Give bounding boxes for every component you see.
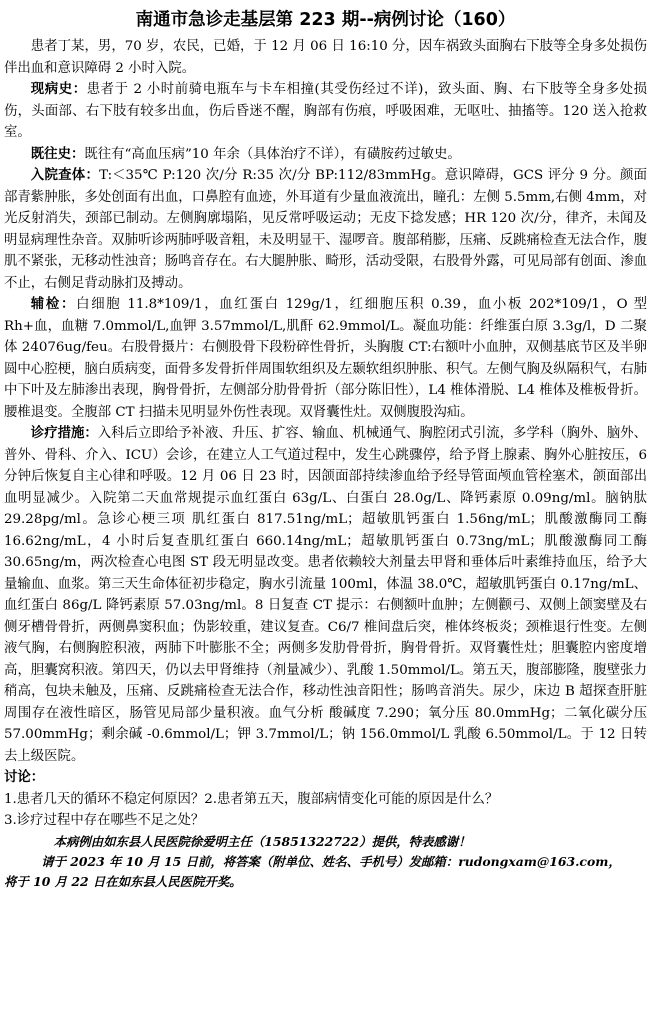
discussion-question-1-2: 1.患者几天的循环不稳定何原因？2.患者第五天，腹部病情变化可能的原因是什么？	[4, 791, 499, 807]
discussion-heading: 讨论：	[4, 770, 45, 785]
exam-section	[4, 165, 647, 294]
exam-label: 入院查体：	[30, 168, 100, 183]
footer-deadline: 请于 2023 年 10 月 15 日前，将答案（附单位、姓名、手机号）发邮箱：rudongxam@163.com，	[41, 853, 621, 869]
case-intro: 患者丁某，男，70 岁，农民，已婚，于 12 月 06 日 16:10 分，因车祸致头面胸右下肢等全身多处损伤伴出血和意识障碍 2 小时入院。	[4, 39, 647, 76]
footer-credit: 本病例由如东县人民医院徐爱明主任（15851322722）提供，特表感谢！	[53, 833, 471, 849]
aux-exam-section	[4, 294, 647, 423]
history-text: 患者于 2 小时前骑电瓶车与卡车相撞(其受伤经过不详)，致头面、胸、右下肢等全身多处损伤，头面部、右下肢有较多出血，伤后昏迷不醒，胸部有伤痕，呼吸困难，无呕吐、抽搐等。120 送入抢救室。	[4, 82, 647, 140]
aux-exam-label: 辅检：	[30, 297, 77, 312]
exam-text: T:＜35℃ P:120 次/分 R:35 次/分 BP:112/83mmHg。意识障碍，GCS 评分 9 分。颜面部青紫肿胀，多处创面有出血，口鼻腔有血迹，外耳道有少量血液流出，瞳孔：左侧 5.5mm,右侧 4mm，对光反射消失，颈部已制动。左侧胸廓塌陷，见反常呼吸运动；无皮下捻发感；HR 120 次/分，律齐，未闻及明显病理性杂音。双肺听诊两肺呼吸音粗，未及明显干、湿啰音。腹部稍膨，压痛、反跳痛检查无法合作，腹肌不紧张，无移动性浊音；肠鸣音存在。右大腿肿胀、畸形，活动受限，右股骨外露，可见局部有创面、渗血不止，右侧足背动脉扪及搏动。	[4, 168, 647, 291]
treatment-label: 诊疗措施：	[30, 426, 98, 441]
history-label: 现病史：	[30, 82, 87, 97]
treatment-section	[4, 423, 647, 767]
page-title: 南通市急诊走基层第 223 期--病例讨论（160）	[135, 10, 516, 30]
past-history-section	[4, 144, 647, 166]
past-history-text: 既往有“高血压病”10 年余（具体治疗不详），有磺胺药过敏史。	[84, 146, 461, 162]
footer-meeting: 将于 10 月 22 日在如东县人民医院开奖。	[4, 873, 242, 889]
discussion-question-3: 3.诊疗过程中存在哪些不足之处？	[4, 813, 205, 828]
aux-exam-text: 白细胞 11.8*109/1，血红蛋白 129g/1，红细胞压积 0.39，血小板 202*109/1，O 型 Rh+血，血糖 7.0mmol/L,血钾 3.57mmol/L,肌酐 62.9mmol/L。凝血功能：纤维蛋白原 3.3g/l，D 二聚体 24076ug/feu。右股骨摄片：右侧股骨下段粉碎性骨折，头胸腹 CT:右额叶小血肿，双侧基底节区及半卵圆中心腔梗，脑白质病变，面骨多发骨折伴周围软组织及左颞软组织肿胀、积气。左侧气胸及纵隔积气，右肺中下叶及左肺渗出表现，胸骨骨折，左侧部分肋骨骨折（部分陈旧性），L4 椎体滑脱、L4 椎体及椎板骨折。腰椎退变。全腹部 CT 扫描未见明显外伤性表现。双肾囊性灶。双侧腹股沟疝。	[4, 297, 648, 420]
treatment-text: 入科后立即给予补液、升压、扩容、输血、机械通气、胸腔闭式引流，多学科（胸外、脑外、普外、骨科、介入、ICU）会诊，在建立人工气道过程中，发生心跳骤停，给予肾上腺素、胸外心脏按压，6 分钟后恢复自主心律和呼吸。12 月 06 日 23 时，因颌面部持续渗血给予经导管面颅血管栓塞术，颌面部出血明显减少。入院第二天血常规提示血红蛋白 63g/L、白蛋白 28.0g/L、降钙素原 0.09ng/ml。脑钠肽 29.28pg/ml。急诊心梗三项 肌红蛋白 817.51ng/mL；超敏肌钙蛋白 1.56ng/mL；肌酸激酶同工酶 16.62ng/mL，4 小时后复查肌红蛋白 660.14ng/mL；超敏肌钙蛋白 0.73ng/mL；肌酸激酶同工酶 30.65ng/m，两次检查心电图 ST 段无明显改变。患者依赖较大剂量去甲肾和垂体后叶素维持血压，给予大量输血、血浆。第三天生命体征初步稳定，胸水引流量 100ml，体温 38.0℃，超敏肌钙蛋白 0.17ng/mL、血红蛋白 86g/L 降钙素原 57.03ng/ml。8 日复查 CT 提示：右侧额叶血肿；左侧颧弓、双侧上颌窦壁及右侧牙槽骨骨折，两侧鼻窦积血；伪影较重，建议复查。C6/7 椎间盘后突，椎体终板炎；颈椎退行性变。左侧液气胸，右侧胸腔积液，两肺下叶膨胀不全；两侧多发肋骨骨折，胸骨骨折。双肾囊性灶；胆囊腔内密度增高，胆囊窝积液。第四天，仍以去甲肾维持（剂量减少）、乳酸 1.50mmol/L。第五天，腹部膨隆，腹壁张力稍高，包块未触及，压痛、反跳痛检查无法合作，移动性浊音阳性；肠鸣音消失。尿少，床边 B 超探查肝脏周围存在液性暗区，肠管见局部少量积液。血气分析 酸碱度 7.290；氧分压 80.0mmHg；二氧化碳分压 57.00mmHg；剩余碱 -0.6mmol/L；钾 3.7mmol/L；钠 156.0mmol/L 乳酸 6.50mmol/L。于 12 日转去上级医院。	[4, 426, 648, 764]
past-history-label: 既往史：	[30, 146, 85, 162]
history-section	[4, 79, 647, 144]
